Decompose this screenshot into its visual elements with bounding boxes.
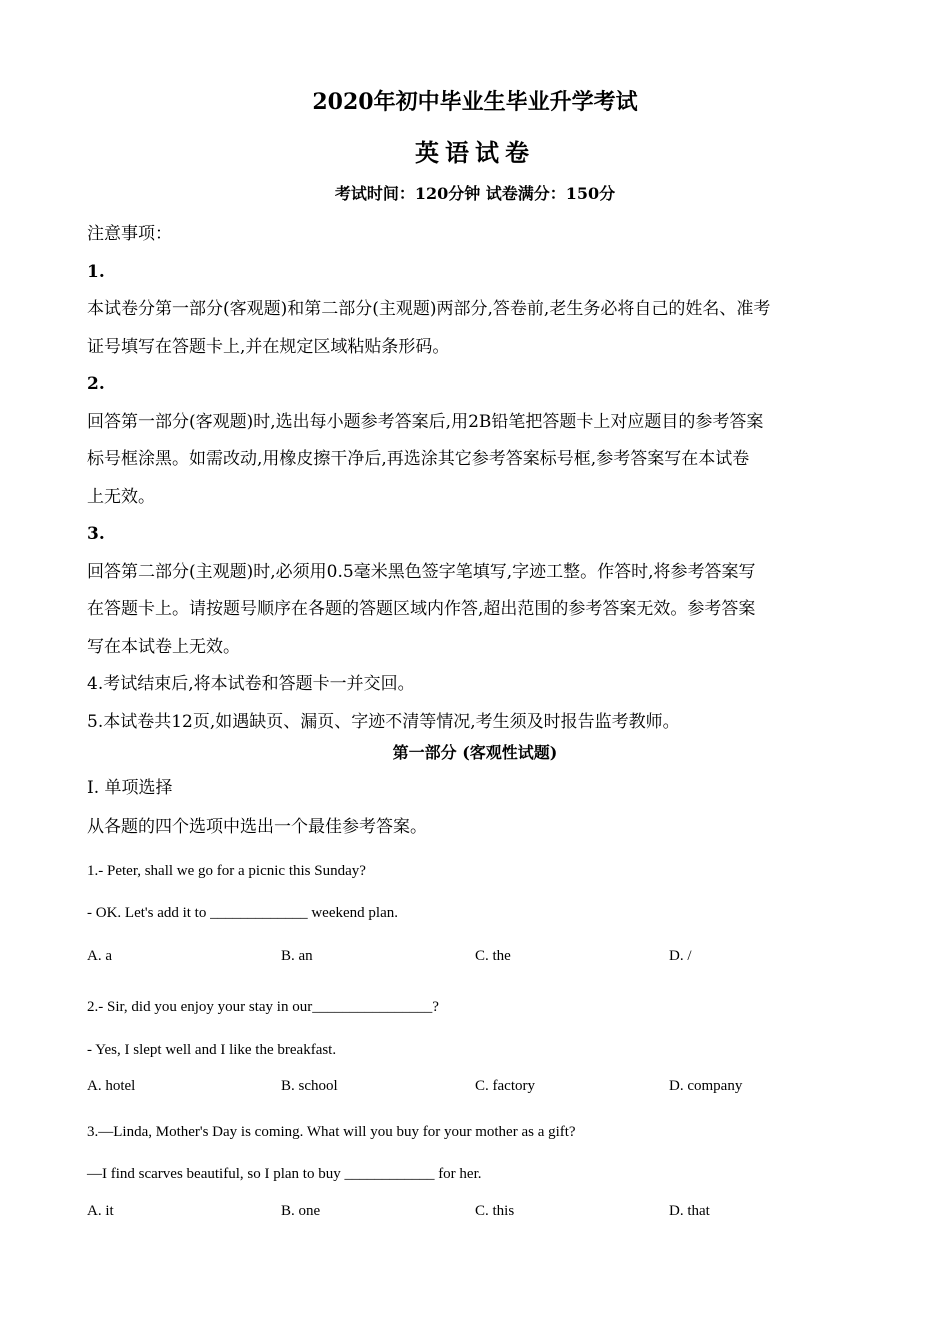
note-line: 写在本试卷上无效。: [87, 636, 240, 657]
option-d: D. that: [669, 1203, 710, 1219]
exam-subtitle: 英语试卷: [415, 138, 535, 167]
question-2-prompt: 2.- Sir, did you enjoy your stay in our________________?: [87, 999, 439, 1015]
exam-title: 2020年初中毕业生毕业升学考试: [312, 89, 638, 115]
note-line: 5.本试卷共12页,如遇缺页、漏页、字迹不清等情况,考生须及时报告监考教师。: [87, 711, 680, 732]
note-line: 回答第二部分(主观题)时,必须用0.5毫米黑色签字笔填写,字迹工整。作答时,将参考答案写: [87, 561, 756, 582]
note-line: 本试卷分第一部分(客观题)和第二部分(主观题)两部分,答卷前,老生务必将自己的姓名、准考: [87, 299, 771, 319]
question-3-prompt: 3.—Linda, Mother's Day is coming. What will you buy for your mother as a gift?: [87, 1124, 576, 1140]
option-a: A. a: [87, 948, 112, 964]
notes-heading: 注意事项：: [87, 224, 172, 244]
question-1-options: [87, 948, 887, 970]
note-line: 标号框涂黑。如需改动,用橡皮擦干净后,再选涂其它参考答案标号框,参考答案写在本试卷: [87, 449, 750, 469]
option-a: A. hotel: [87, 1078, 136, 1094]
note-number: 1.: [87, 261, 105, 282]
option-b: B. school: [281, 1078, 338, 1094]
note-number: 3.: [87, 524, 105, 544]
note-line: 4.考试结束后,将本试卷和答题卡一并交回。: [87, 674, 415, 694]
exam-meta: 考试时间：120分钟 试卷满分：150分: [334, 184, 616, 203]
option-c: C. this: [475, 1203, 515, 1219]
option-a: A. it: [87, 1203, 114, 1219]
part-instruction: 从各题的四个选项中选出一个最佳参考答案。: [87, 817, 427, 837]
question-1-response: - OK. Let's add it to _____________ weekend plan.: [87, 905, 398, 921]
note-line: 证号填写在答题卡上,并在规定区域粘贴条形码。: [87, 336, 450, 357]
note-line: 上无效。: [87, 486, 155, 507]
note-line: 回答第一部分(客观题)时,选出每小题参考答案后,用2B铅笔把答题卡上对应题目的参考答案: [87, 411, 764, 432]
option-b: B. one: [281, 1203, 321, 1219]
notes-block: [87, 216, 877, 741]
option-d: D. company: [669, 1078, 743, 1094]
option-d: D. /: [669, 948, 692, 964]
note-line: 在答题卡上。请按题号顺序在各题的答题区域内作答,超出范围的参考答案无效。参考答案: [87, 599, 756, 619]
question-3-response: —I find scarves beautiful, so I plan to buy ____________ for her.: [87, 1166, 482, 1182]
option-c: C. the: [475, 948, 511, 964]
question-2-response: - Yes, I slept well and I like the breakfast.: [87, 1042, 337, 1058]
option-c: C. factory: [475, 1078, 535, 1094]
option-b: B. an: [281, 948, 313, 964]
question-3-options: [87, 1203, 887, 1225]
question-2-options: [87, 1078, 887, 1100]
part-heading: I. 单项选择: [87, 778, 173, 798]
question-1-prompt: 1.- Peter, shall we go for a picnic this Sunday?: [87, 863, 366, 879]
note-number: 2.: [87, 374, 105, 394]
section-title: 第一部分 (客观性试题): [392, 743, 558, 762]
